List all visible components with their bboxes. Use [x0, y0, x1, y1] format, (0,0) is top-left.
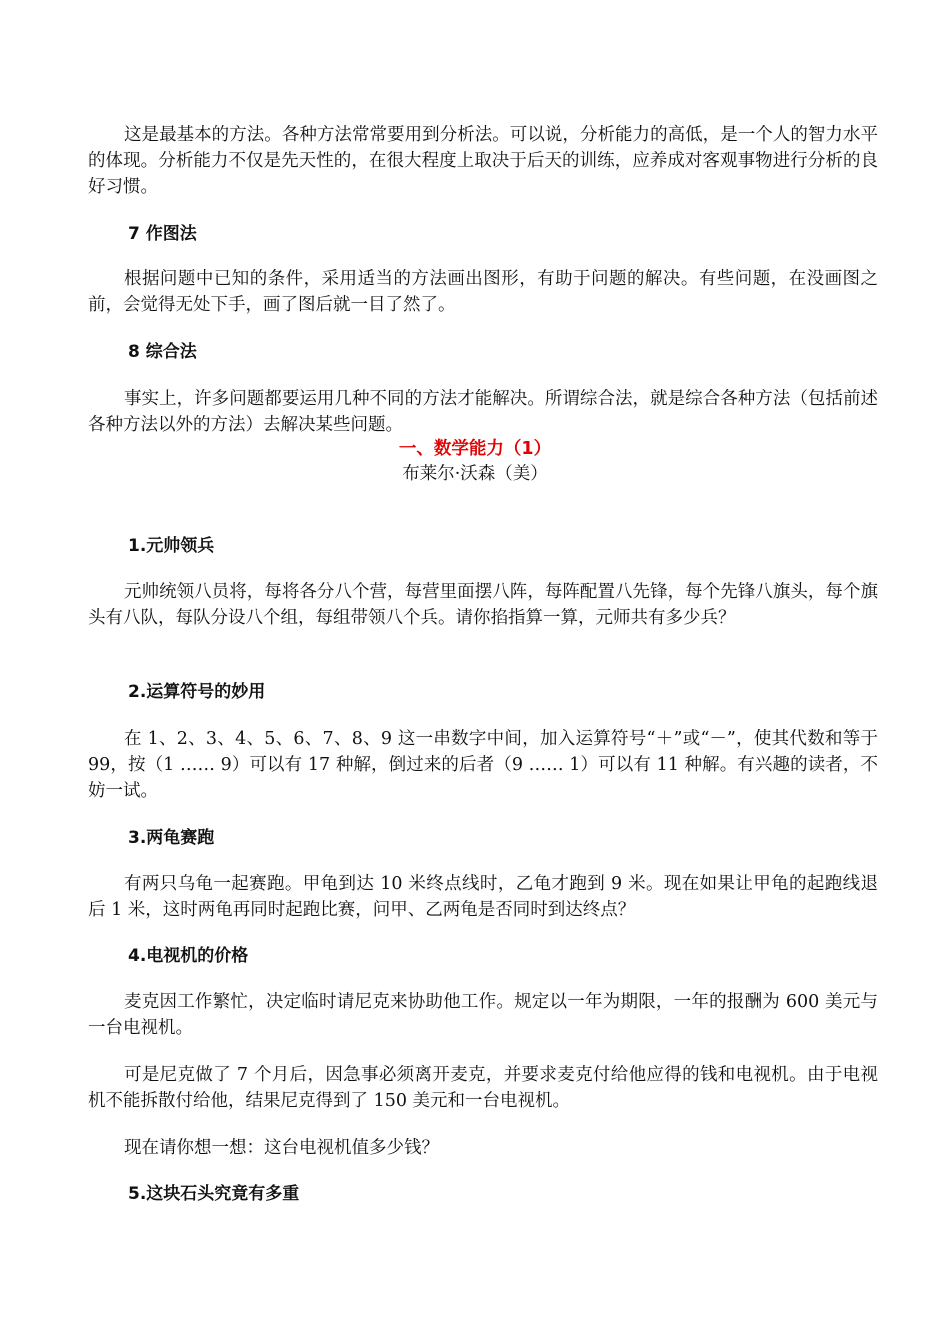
- chapter-title: 一、数学能力（1）: [398, 439, 552, 459]
- problem-3-heading: 3.两龟赛跑: [128, 828, 215, 848]
- method-7-heading: 7 作图法: [128, 224, 197, 244]
- analysis-paragraph: 这是最基本的方法。各种方法常常要用到分析法。可以说，分析能力的高低，是一个人的智力水平的体现。分析能力不仅是先天性的，在很大程度上取决于后天的训练，应养成对客观事物进行分析的良好习惯。: [88, 125, 878, 197]
- problem-2-heading: 2.运算符号的妙用: [128, 682, 266, 702]
- method-7-body: 根据问题中已知的条件，采用适当的方法画出图形，有助于问题的解决。有些问题，在没画图之前，会觉得无处下手，画了图后就一目了然了。: [88, 269, 878, 315]
- problem-4-body-1: 麦克因工作繁忙，决定临时请尼克来协助他工作。规定以一年为期限，一年的报酬为 600 美元与一台电视机。: [88, 992, 878, 1038]
- problem-4-body-2: 可是尼克做了 7 个月后，因急事必须离开麦克，并要求麦克付给他应得的钱和电视机。由于电视机不能拆散付给他，结果尼克得到了 150 美元和一台电视机。: [88, 1065, 878, 1111]
- problem-1-body: 元帅统领八员将，每将各分八个营，每营里面摆八阵，每阵配置八先锋，每个先锋八旗头，每个旗头有八队，每队分设八个组，每组带领八个兵。请你掐指算一算，元师共有多少兵？: [88, 582, 878, 628]
- problem-1-heading: 1.元帅领兵: [128, 536, 215, 556]
- problem-4-heading: 4.电视机的价格: [128, 946, 249, 966]
- problem-2-body: 在 1、2、3、4、5、6、7、8、9 这一串数字中间，加入运算符号“＋”或“－”，使其代数和等于 99，按（1 …… 9）可以有 17 种解，倒过来的后者（9 …… 1）可以有 11 种解。有兴趣的读者，不妨一试。: [88, 729, 878, 801]
- problem-3-body: 有两只乌龟一起赛跑。甲龟到达 10 米终点线时，乙龟才跑到 9 米。现在如果让甲龟的起跑线退后 1 米，这时两龟再同时起跑比赛，问甲、乙两龟是否同时到达终点？: [88, 874, 878, 920]
- problem-4-body-3: 现在请你想一想：这台电视机值多少钱？: [124, 1138, 439, 1158]
- method-8-heading: 8 综合法: [128, 342, 197, 362]
- problem-5-heading: 5.这块石头究竟有多重: [128, 1184, 300, 1204]
- chapter-author: 布莱尔·沃森（美）: [402, 464, 548, 484]
- method-8-body: 事实上，许多问题都要运用几种不同的方法才能解决。所谓综合法，就是综合各种方法（包括前述各种方法以外的方法）去解决某些问题。: [88, 389, 878, 435]
